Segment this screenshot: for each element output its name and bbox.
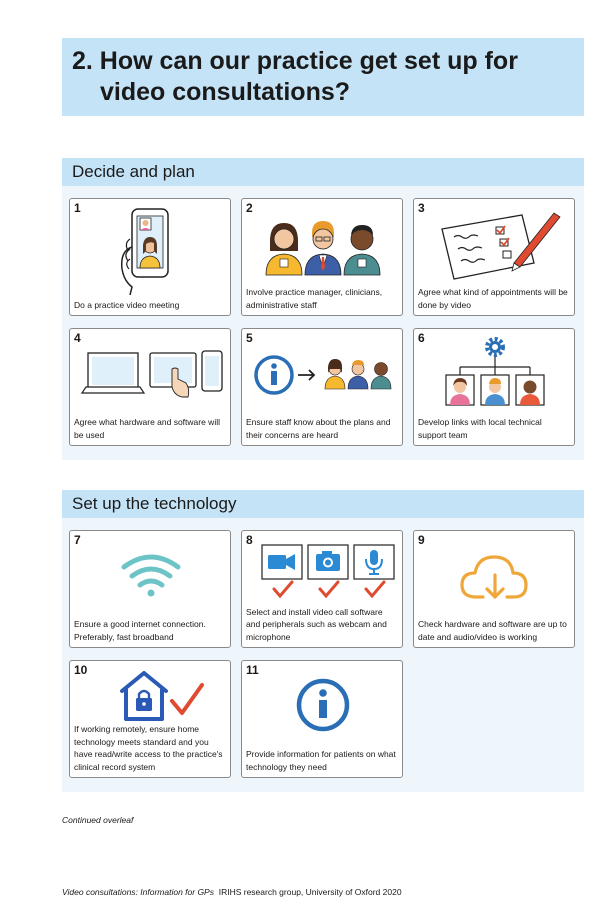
step-caption: Select and install video call software and peripherals such as webcam and microphone <box>246 606 387 642</box>
step-number: 11 <box>246 663 259 677</box>
step-caption: Check hardware and software are up to date and audio/video is working <box>418 619 567 642</box>
page-title-banner <box>62 38 584 116</box>
continued-note: Continued overleaf <box>62 815 134 825</box>
step-caption: Agree what hardware and software will be used <box>74 417 220 440</box>
step-card-2 <box>241 198 403 316</box>
step-caption: Involve practice manager, clinicians, administrative staff <box>246 287 383 310</box>
step-number: 1 <box>74 201 81 215</box>
step-card-3 <box>413 198 575 316</box>
step-card-11 <box>241 660 403 778</box>
step-caption: Do a practice video meeting <box>74 299 180 310</box>
step-card-6 <box>413 328 575 446</box>
step-number: 8 <box>246 533 253 547</box>
step-card-4 <box>69 328 231 446</box>
step-card-7 <box>69 530 231 648</box>
section-heading: Set up the technology <box>62 490 584 518</box>
step-caption: Ensure staff know about the plans and their concerns are heard <box>246 417 391 440</box>
step-number: 6 <box>418 331 425 345</box>
step-card-1 <box>69 198 231 316</box>
footer-credit <box>62 887 402 897</box>
footer-source-title: Video consultations: Information for GPs <box>62 887 214 897</box>
page-title-line-2: video consultations? <box>100 78 351 106</box>
step-card-9 <box>413 530 575 648</box>
step-card-8 <box>241 530 403 648</box>
step-card-10 <box>69 660 231 778</box>
step-number: 5 <box>246 331 253 345</box>
section-set-up-technology <box>62 490 584 792</box>
step-caption: Agree what kind of appointments will be done by video <box>418 287 568 310</box>
step-number: 7 <box>74 533 81 547</box>
section-heading: Decide and plan <box>62 158 584 186</box>
step-caption: Ensure a good internet connection. Preferably, fast broadband <box>74 619 206 642</box>
step-number: 3 <box>418 201 425 215</box>
step-number: 10 <box>74 663 88 677</box>
page-title-line-1: 2. How can our practice get set up for <box>72 47 518 75</box>
footer-source-org: IRIHS research group, University of Oxford 2020 <box>218 887 402 897</box>
step-caption: Develop links with local technical support team <box>418 417 542 440</box>
step-card-5 <box>241 328 403 446</box>
step-number: 2 <box>246 201 253 215</box>
step-number: 4 <box>74 331 81 345</box>
step-caption: Provide information for patients on what technology they need <box>246 749 396 772</box>
step-number: 9 <box>418 533 425 547</box>
section-decide-and-plan <box>62 158 584 460</box>
step-caption: If working remotely, ensure home technology meets standard and you have read/write access to the practice's clinical record system <box>74 724 223 772</box>
